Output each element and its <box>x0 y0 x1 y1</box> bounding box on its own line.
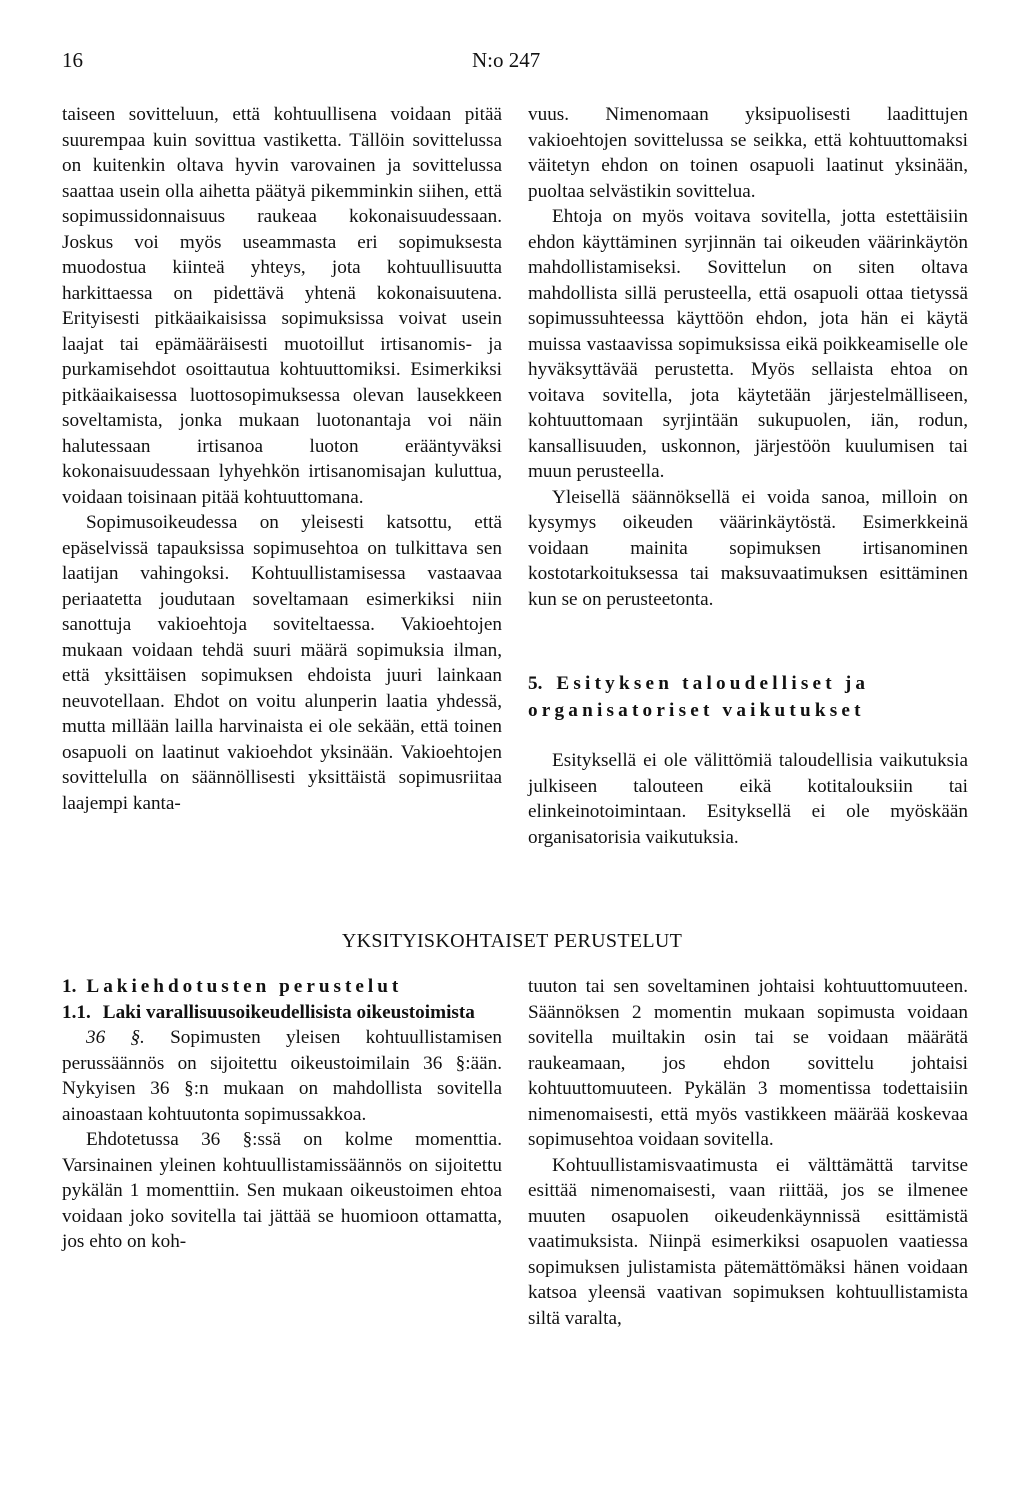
paragraph: Yleisellä säännöksellä ei voida sanoa, milloin on kysymys oikeuden väärinkäytöstä. Esimerkkeinä voidaan mainita sopimuksen irtisanominen kostotarkoituksessa tai maksuvaatimuksen esittäminen kun se on perusteetonta. <box>528 486 968 610</box>
heading-1-title: Lakiehdotusten perustelut <box>86 976 403 997</box>
column-bottom-right <box>528 974 968 1331</box>
section-5-heading <box>528 670 968 724</box>
main-heading: YKSITYISKOHTAISET PERUSTELUT <box>341 930 683 952</box>
heading-1-1 <box>62 1000 502 1026</box>
column-bottom-left <box>62 974 502 1255</box>
heading-1-1-title: Laki varallisuusoikeudellisista oikeustoimista <box>102 1001 475 1023</box>
section-5-number: 5. <box>528 673 543 694</box>
heading-1 <box>62 974 502 1000</box>
heading-1-number: 1. <box>62 976 77 997</box>
paragraph: taiseen sovitteluun, että kohtuullisena voidaan pitää suurempaa kuin sovittua vastiketta. Tällöin sovittelussa on kuitenkin oltava hyvin varovainen ja sovittelussa saattaa usein olla aihetta päätyä pikemminkin siihen, että sopimussidonnaisuus raukeaa kokonaisuudessaan. Joskus voi myös useammasta eri sopimuksesta muodostua kiinteä yhteys, jota kohtuullisuutta harkittaessa on pidettävä yhtenä kokonaisuutena. Erityisesti pitkäaikaisissa sopimuksissa voivat usein laajat tai epämääräisesti muotoillut irtisanomis- ja purkamisehdot osoittautua kohtuuttomiksi. Esimerkiksi pitkäaikaisessa luottosopimuksessa olevan lausekkeen soveltamista, jonka mukaan luotonantaja voi näin halutessaan irtisanoa luoton erääntyväksi kokonaisuudessaan lyhyehkön irtisanomisajan kuluttua, voidaan toisinaan pitää kohtuuttomana. <box>62 104 502 508</box>
paragraph: Sopimusoikeudessa on yleisesti katsottu, että epäselvissä tapauksissa sopimusehtoa on tulkittava sen laatijan vahingoksi. Kohtuullistamisessa vastaavaa periaatetta joudutaan soveltamaan esimerkiksi niin sanottuja vakioehtoja soviteltaessa. Vakioehtojen mukaan voidaan tehdä suuri määrä sopimuksia ilman, että yksittäisen sopimuksen ehdoista juuri lainkaan neuvotellaan. Ehdot on voitu alunperin laatia yhdessä, mutta millään lailla harvinaista ei ole sekään, että toinen osapuoli on laatinut vakioehdot yksinään. Vakioehtojen sovittelulla on säännöllisesti yksittäistä sopimusriitaa laajempi kanta- <box>62 512 502 814</box>
column-top-left <box>62 102 502 816</box>
paragraph: vuus. Nimenomaan yksipuolisesti laadittujen vakioehtojen sovittelussa se seikka, että kohtuuttomaksi väitetyn ehdon on toinen osapuoli laatinut yksinään, puoltaa selvästikin sovittelua. <box>528 104 968 202</box>
paragraph: Ehdotetussa 36 §:ssä on kolme momenttia. Varsinainen yleinen kohtuullistamissäännös on sijoitettu pykälän 1 momenttiin. Sen mukaan oikeustoimen ehtoa voidaan joko sovitella tai jättää se huomioon ottamatta, jos ehto on koh- <box>62 1129 502 1252</box>
paragraph: tuuton tai sen soveltaminen johtaisi kohtuuttomuuteen. Säännöksen 2 momentin mukaan sopimusta voidaan sovitella muiltakin osin tai se voidaan määrätä raukeamaan, jos ehdon sovittelu johtaisi kohtuuttomuuteen. Pykälän 3 momentissa todettaisiin nimenomaisesti, että myös vastikkeen määrää koskevaa sopimusehtoa voidaan sovitella. <box>528 976 968 1150</box>
column-top-right <box>528 102 968 850</box>
paragraph: Kohtuullistamisvaatimusta ei välttämättä tarvitse esittää nimenomaisesti, vaan riittää, jos se ilmenee muuten osapuolen oikeudenkäynnissä esittämistä vaatimuksista. Niinpä esimerkiksi osapuolen vaatiessa sopimuksen julistamista pätemättömäksi hänen voidaan katsoa yleensä vaativan sopimuksen kohtuullistamista siltä varalta, <box>528 1154 968 1329</box>
section-5-title: Esityksen taloudelliset ja organisatoriset vaikutukset <box>528 673 870 721</box>
issue-number: N:o 247 <box>472 48 541 72</box>
section-reference: 36 §. <box>86 1027 145 1048</box>
paragraph <box>62 1025 502 1127</box>
paragraph-text: Sopimusten yleisen kohtuullistamisen perussäännös on sijoitettu oikeustoimilain 36 §:ään. Nykyisen 36 §:n mukaan on mahdollista sovitella ainoastaan kohtuutonta sopimussakkoa. <box>62 1027 503 1125</box>
heading-1-1-number: 1.1. <box>62 1001 91 1023</box>
page-number: 16 <box>62 48 83 72</box>
paragraph: Ehtoja on myös voitava sovitella, jotta estettäisiin ehdon käyttäminen syrjinnän tai oikeuden väärinkäytön mahdollistamiseksi. Sovittelun on siten oltava mahdollista sillä perusteella, että osapuoli ottaa tietyssä sopimussuhteessa käyttöön ehdon, jota hän ei käytä muissa vastaavissa sopimuksissa eikä poikkeamiselle ole hyväksyttävää perustetta. Myös sellaista ehtoa on voitava sovitella, jota käytetään järjestelmälliseen, kohtuuttomaan syrjintään sukupuolen, iän, rodun, kansallisuuden, uskonnon, järjestöön kuulumisen tai muun perusteella. <box>528 206 968 482</box>
section-5-text: Esityksellä ei ole välittömiä taloudellisia vaikutuksia julkiseen talouteen eikä kotitalouksiin tai elinkeinotoimintaan. Esityksellä ei ole myöskään organisatorisia vaikutuksia. <box>528 750 968 848</box>
